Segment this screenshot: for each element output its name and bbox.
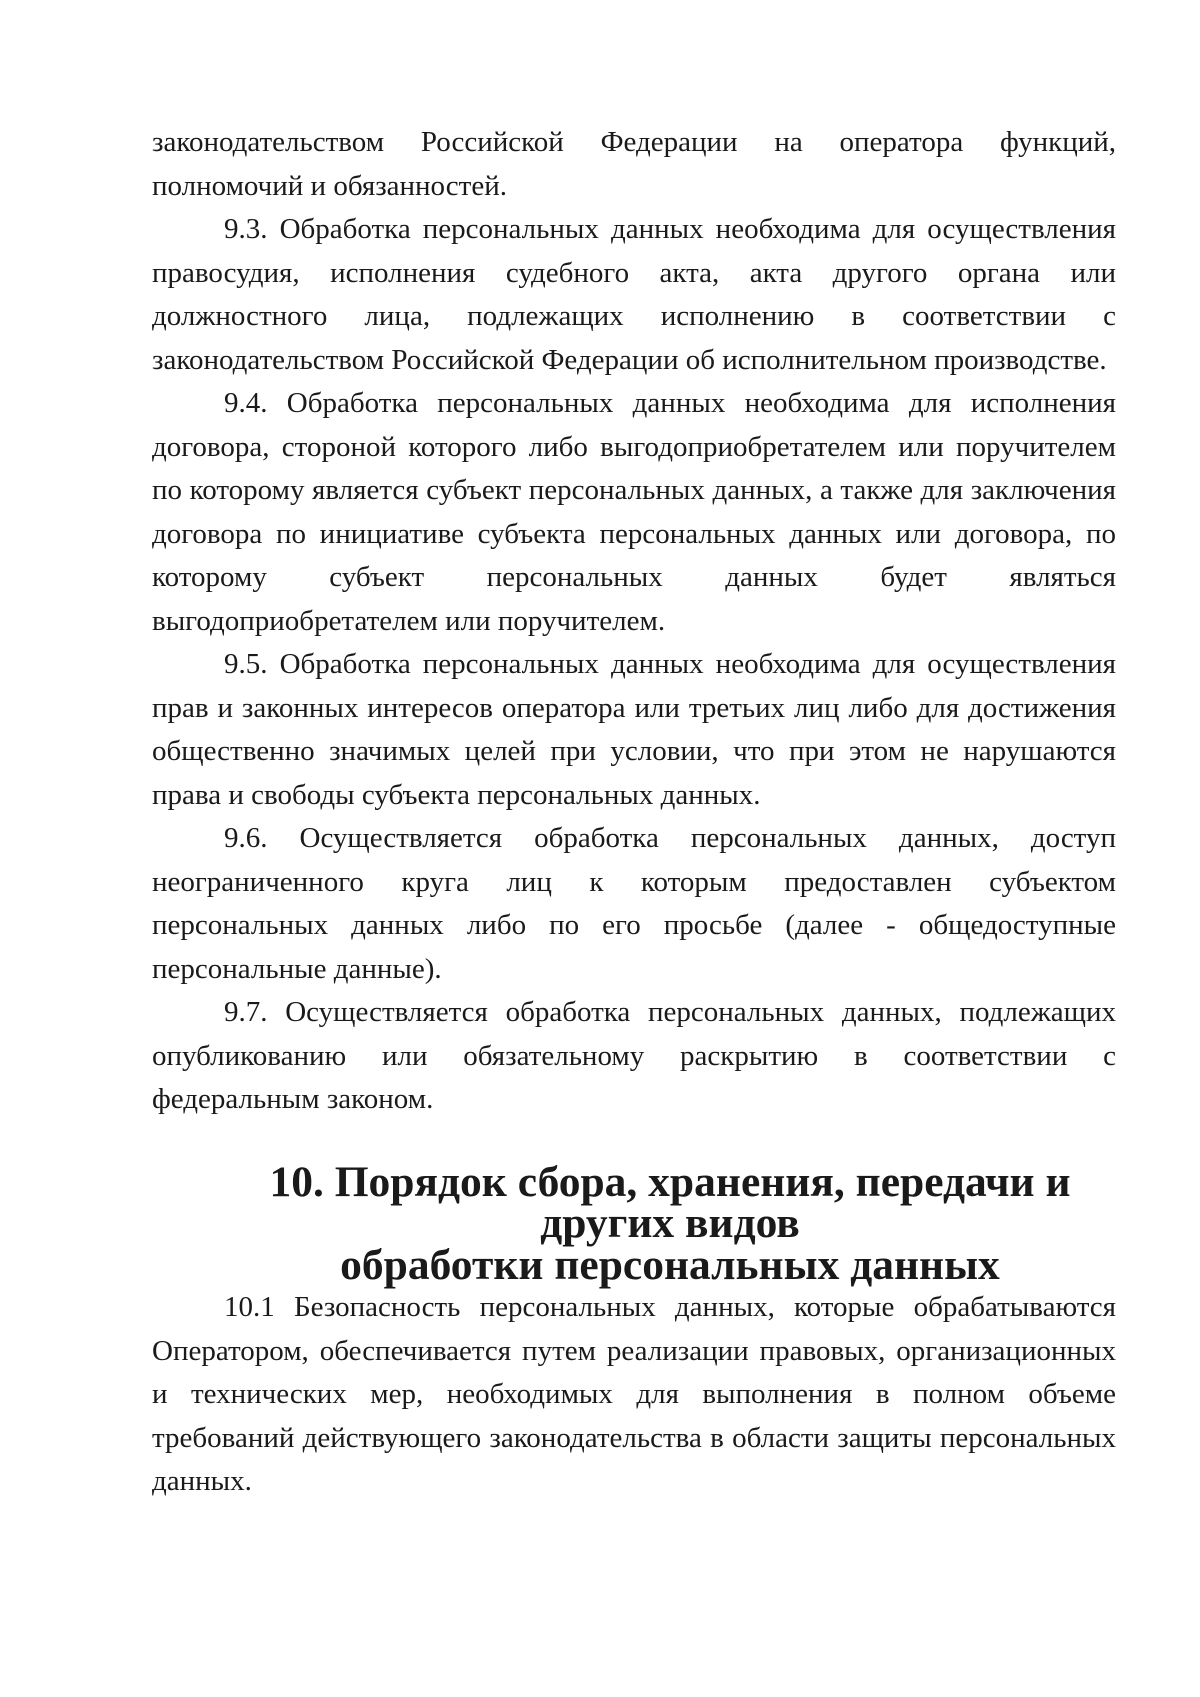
section-heading-line-2: обработки персональных данных (340, 1240, 1000, 1289)
paragraph-9-3: 9.3. Обработка персональных данных необходима для осуществления правосудия, исполнения судебного акта, акта другого органа или должностного лица, подлежащих исполнению в соответствии с законодательством Российской Федерации об исполнительном производстве. (152, 213, 1116, 376)
paragraph-9-6: 9.6. Осуществляется обработка персональных данных, доступ неограниченного круга лиц к которым предоставлен субъектом персональных данных либо по его просьбе (далее - общедоступные персональные данные). (152, 822, 1116, 985)
section-heading-line-1: 10. Порядок сбора, хранения, передачи и других видов (269, 1157, 1071, 1247)
section-heading (152, 1157, 1116, 1289)
paragraph-9-4: 9.4. Обработка персональных данных необходима для исполнения договора, стороной которого либо выгодоприобретателем или поручителем по которому является субъект персональных данных, а также для заключения договора по инициативе субъекта персональных данных или договора, по которому субъект персональных данных будет являться выгодоприобретателем или поручителем. (152, 387, 1116, 637)
paragraph-9-7: 9.7. Осуществляется обработка персональных данных, подлежащих опубликованию или обязательному раскрытию в соответствии с федеральным законом. (152, 996, 1116, 1115)
document-page (152, 121, 1116, 1504)
paragraph-10-1: 10.1 Безопасность персональных данных, которые обрабатываются Оператором, обеспечивается путем реализации правовых, организационных и технических мер, необходимых для выполнения в полном объеме требований действующего законодательства в области защиты персональных данных. (152, 1291, 1116, 1497)
continuation-paragraph: законодательством Российской Федерации на оператора функций, полномочий и обязанностей. (152, 126, 1116, 202)
paragraph-9-5: 9.5. Обработка персональных данных необходима для осуществления прав и законных интересов оператора или третьих лиц либо для достижения общественно значимых целей при условии, что при этом не нарушаются права и свободы субъекта персональных данных. (152, 648, 1116, 811)
